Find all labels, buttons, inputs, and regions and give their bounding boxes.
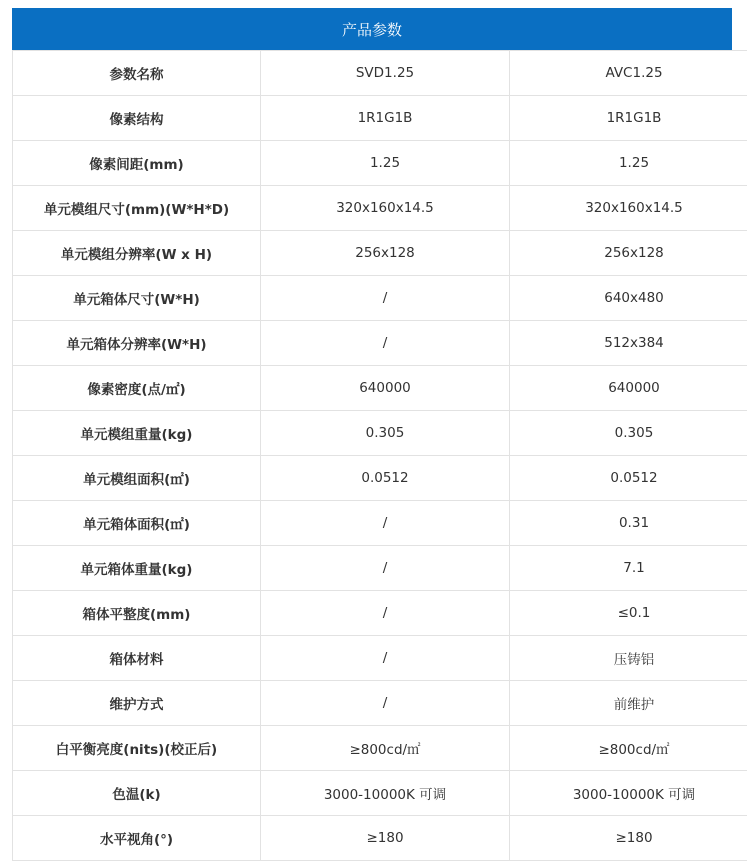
table-row: [13, 456, 747, 501]
value-cell-col1: /: [261, 636, 510, 681]
value-cell-col2: 512x384: [510, 321, 747, 366]
table-row: [13, 636, 747, 681]
table-row: [13, 141, 747, 186]
table-row: [13, 231, 747, 276]
value-cell-col1: ≥800cd/㎡: [261, 726, 510, 771]
value-cell-col1: /: [261, 321, 510, 366]
param-name-cell: 单元模组尺寸(mm)(W*H*D): [13, 186, 261, 231]
param-name-cell: 像素间距(mm): [13, 141, 261, 186]
value-cell-col1: 1R1G1B: [261, 96, 510, 141]
param-name-cell: 单元模组分辨率(W x H): [13, 231, 261, 276]
value-cell-col2: ≥800cd/㎡: [510, 726, 747, 771]
value-cell-col1: /: [261, 276, 510, 321]
value-cell-col2: 0.305: [510, 411, 747, 456]
value-cell-col2: 3000-10000K 可调: [510, 771, 747, 816]
param-name-cell: 色温(k): [13, 771, 261, 816]
table-row: [13, 681, 747, 726]
table-row: [13, 546, 747, 591]
value-cell-col1: 3000-10000K 可调: [261, 771, 510, 816]
value-cell-col2: 640x480: [510, 276, 747, 321]
table-row: [13, 726, 747, 771]
table-title: 产品参数: [12, 8, 732, 50]
value-cell-col2: 640000: [510, 366, 747, 411]
param-name-cell: 像素结构: [13, 96, 261, 141]
value-cell-col1: 0.0512: [261, 456, 510, 501]
param-name-cell: 白平衡亮度(nits)(校正后): [13, 726, 261, 771]
value-cell-col2: 前维护: [510, 681, 747, 726]
param-name-cell: 箱体平整度(mm): [13, 591, 261, 636]
value-cell-col2: 0.0512: [510, 456, 747, 501]
table-row: [13, 186, 747, 231]
param-name-cell: 单元箱体分辨率(W*H): [13, 321, 261, 366]
param-name-cell: 单元箱体尺寸(W*H): [13, 276, 261, 321]
table-row: [13, 816, 747, 861]
param-name-cell: 水平视角(°): [13, 816, 261, 861]
value-cell-col2: 1R1G1B: [510, 96, 747, 141]
value-cell-col2: ≤0.1: [510, 591, 747, 636]
value-cell-col1: 1.25: [261, 141, 510, 186]
table-row: [13, 276, 747, 321]
table-row: [13, 366, 747, 411]
table-row: [13, 411, 747, 456]
value-cell-col1: 256x128: [261, 231, 510, 276]
table-row: [13, 591, 747, 636]
value-cell-col1: SVD1.25: [261, 51, 510, 96]
spec-table-body: [12, 50, 747, 861]
table-row: [13, 321, 747, 366]
value-cell-col2: 320x160x14.5: [510, 186, 747, 231]
value-cell-col1: /: [261, 681, 510, 726]
value-cell-col2: 压铸铝: [510, 636, 747, 681]
value-cell-col2: ≥180: [510, 816, 747, 861]
param-name-cell: 维护方式: [13, 681, 261, 726]
table-row: [13, 96, 747, 141]
param-name-cell: 单元箱体面积(㎡): [13, 501, 261, 546]
table-row: [13, 771, 747, 816]
product-spec-table: [12, 8, 732, 861]
table-row: [13, 51, 747, 96]
param-name-cell: 参数名称: [13, 51, 261, 96]
value-cell-col2: 1.25: [510, 141, 747, 186]
value-cell-col1: ≥180: [261, 816, 510, 861]
value-cell-col2: 256x128: [510, 231, 747, 276]
value-cell-col1: 0.305: [261, 411, 510, 456]
value-cell-col2: AVC1.25: [510, 51, 747, 96]
table-row: [13, 501, 747, 546]
param-name-cell: 单元箱体重量(kg): [13, 546, 261, 591]
param-name-cell: 像素密度(点/㎡): [13, 366, 261, 411]
value-cell-col1: /: [261, 591, 510, 636]
value-cell-col1: /: [261, 546, 510, 591]
param-name-cell: 单元模组重量(kg): [13, 411, 261, 456]
value-cell-col1: 640000: [261, 366, 510, 411]
param-name-cell: 单元模组面积(㎡): [13, 456, 261, 501]
param-name-cell: 箱体材料: [13, 636, 261, 681]
value-cell-col1: /: [261, 501, 510, 546]
value-cell-col2: 7.1: [510, 546, 747, 591]
value-cell-col1: 320x160x14.5: [261, 186, 510, 231]
value-cell-col2: 0.31: [510, 501, 747, 546]
